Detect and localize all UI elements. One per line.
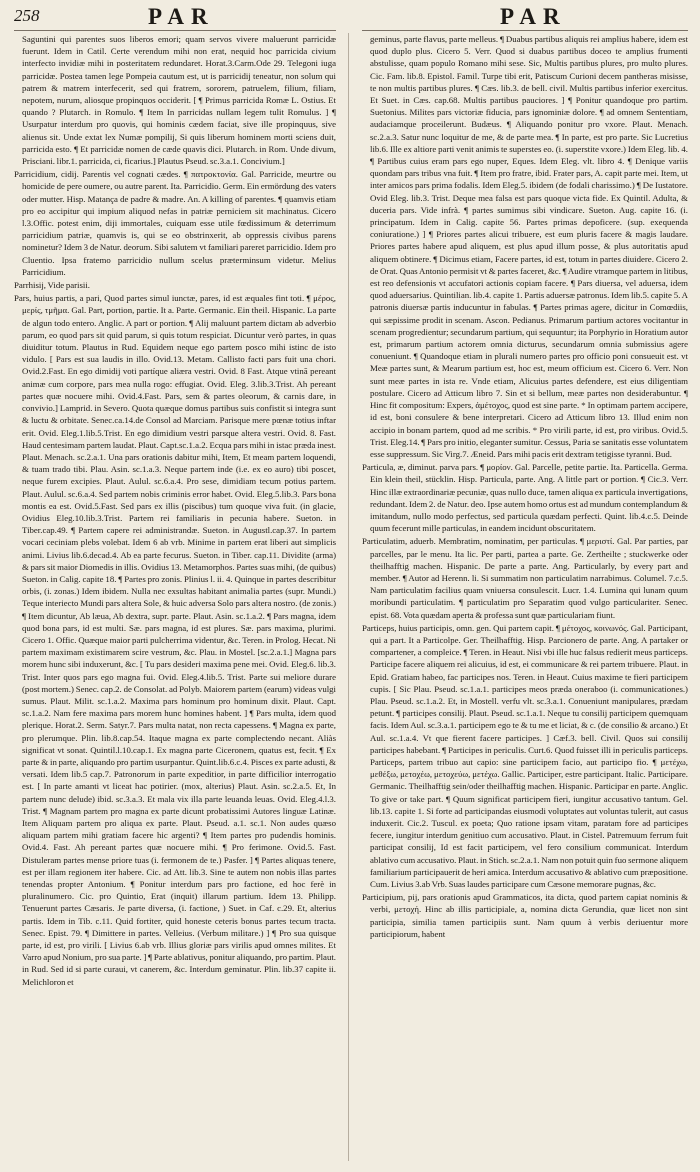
header-rule-left: [14, 30, 336, 31]
entry-particulatim: Particulatim, aduerb. Membratim, nominatim, per particulas. ¶ μεριστί. Gal. Par parties, par parcelles, par le menu. Ita lic. Per parti, partea a parte. Ge. Zertheilte ; stuckwerke oder theilhafftig machen. Hispanic. De parte a parte. Ang. Particularly, by every part and member. ¶ Autor ad Herenn. li. Si summatim non particulatim narrabimus. Columel. 7.c.5. Nam particulatim facilius quam vniuersa consulescit. Lucr. 1.4. Lumina qui lunam quum moribundi particulatim. ¶ particulatim pro Separatim quod vulgo particulariter. Senec. epist. 68. Vota quædam aperta & professa sunt quæ particulariam fiunt.: [362, 536, 688, 620]
entry-pars: Pars, huius partis, a pari, Quod partes simul iunctæ, pares, id est æquales fint toti. ¶ μέρος, μερίς, τμῆμα. Gal. Part, portion, partie. It a. Parte. Germanic. Ein theil. Hispanic. La parte de algun todo entero. Anglic. A part or portion. ¶ Alij maluunt partem dictam ab adverbio parum, eo quod pars sit quid parum, si quis totum respiciat. Dicuntur verò partes, in quas diuiditur totum. Plautus in Rud. Equidem neque ego partem posco mihi istinc de isto vidulo. [ Pars est sua laudis in illo. Ovid.13. Metam. Callisto facti pars fuit una chori. Ovid.2.Fast. En ego dimidij voti partíque aliæra vestri. Ovid. 8 Fast. Atque vtinā pereant animæ cum corpore, pars mea nulla rogo: effugiat. Ovid. Eleg. 3.lib.3.Trist. Ah pereant partes quæ nocuere mihi. Ovid.4.Fast. Pars, sem & partes oleorum, & carnis dare, in convivio.] Lamprid. in Severo. Quota quæque domus partibus suis confistit si integra sunt & luctu & orbitate. Senec.ca.14.de Consol ad Marciam. Parisque mere pœnæ totius inftar erit. Ovid. Eleg.1.lib.5.Trist. En ego dimidium vestri parsque altera vestri. Ovid. 8. Fast. Haud centesimam partem laudat. Plaut. Capt.sc.1.a.2. Ecqua pars mihi in istac præda inest. Plaut. Menach. sc.2.a.1. Una pars orationis dabitur mihi, Item, Et meam partem loquendi, & tuam trado tibi. Plau. Asin. sc.1.a.3. Neque partem inde (i.e. ex eo auro) tibi poscet, neque furem excipies. Plaut. Aulul. sc.6.a.4. Pro sese, dimidiam tecum potius partem. Plaut. Aulul. sc.6.a.4. Sed partem nobis criminis error habet. Ovid. Eleg.5.lib.3. Pars bona montis ea est. Ovid.5.Fast. Sed pars ex illis (piscibus) tum quoque viva fuit. (in glacie, Ovidius Eleg.10.lib.3.Trist. Partem rei familiaris in pecunia habere. Sueton. in Tiber.cap.49. ¶ Partem capere rei administrandæ. Sueton. in Augustl.cap.37. In partem vocari ceciniam plebs volebat. Idem 6 ab vrb. Minime in partem erat liberi aut simplicis animi. Livius lib.6.decad.4. Ab ea parte fecurus. Sueton. in Tiber. cap.11. Dividite (arma) & pars sit maior Diomedis in illis. Ovidius 13. Metamorphos. Partes suas mihi, (de quibus) Sueton. in Calig. capite 18. ¶ Partes pro zonis. Plinius l. ii. 4. Quinque in partes describitur orbis, (i. zonas.) Idem ibidem. Nulla nec exsultas habitant animalia partes (supr. Mundi.) Teque interiecto Mundi pars altera Sole, & huic adversa Solo pars altera nostro. (de zonis.) ¶ Item dicuntur, Ab læua, Ab dextra, supr. parte. Plaut. Asin. sc.1.a.2. ¶ Pars magna, idem quod bona pars, id est multi. Sæ. pars magna, id est plures. Sæ. pars maxima, plurimi. Cicero 1. Offic. Quæque maior parti pulcherrima videntur, &c. Teren. in Prolog. Hecat. Ni partem maximam existimarem scire vestrum, &c. Plau. in Mostel. [sc.2.a.1.] Magna pars morem hunc sibi induxerunt, &c. [ Tu pars desideri maxima pene mei. Ovid. Eleg.6. lib.3. Trist. Inter quos pars ego magna fui. Ovid. Eleg.4.lib.5. Trist. Parte sui meliore durare (post mortem.) Senec. cap.2. de Consolat. ad Polyb. Maiorem partem (earum) videas vulgi sumus. Plaut. Milit. sc.1.a.2. Maxima pars hominum pro hominum dixit. Plaut. Capt. sc.1.a.2. Nam fere maxima pars morem hunc homines habent. ] ¶ Pars multa, idem quod plerique. Horat.2. Serm. Satyr.7. Pars multa natat, non recta capessens. ¶ Magna ex parte, pro plerumque. Plin. lib.8.cap.54. Itaque magna ex parte complectendo necant. Aliàs significat vt sonat. Quintil.l.10.cap.1. Ex magna parte Ciceronem, quatus est, fecit. ¶ Ex parte & in parte, aliquando pro partim usurpantur. Quint.lib.6.c.4. Pisces ex parte adusti, & versati. Idem lib.5 cap.7. Patronorum in parte expeditior, in parte difficilior interrogatio est. [ In parte amanti vt liceat hac potirier. (mox, alterius) Plaut. Asin. sc.2.a.5. Et, In partem nunc delude) ibid. sc.3.a.3. Et mala vix illa parte leuanda leuas. Ovid. Eleg.4.l.3. Trist. ¶ Magnam partem pro magna ex parte dicunt probatissimi Autores linguæ Latinæ. Item Aliquam partem pro aliqua ex parte. Plaut. Pseud. a.1. sc.1. Non audes quæso aliquam partem mihi gratiam facere hic argenti? ¶ Item partes pro pudendis hominis. Ovid.4. Fast. Ah pereant partes quæ nocuere mihi. ¶ Pro ferimone. Ovid.5. Fast. Distuleram partes mense priore tuas (i. fermonem de te.) Pasfer. ] ¶ Partes aliquas tenere, est per illam regionem iter habere. Cic. ad Att. lib.3. Sine te autem non nobis illas partes tenendas propter Antonium. ¶ Ponitur interdum pars pro factione, ed hoc ferè in pluralinumero. Cic. pro Quintio, Erat (inquit) illarum partium. Idem 13. Philipp. Tenuerunt partes Cæsaris. Je parte diversa, (i. factione, ) Suet. in Caf. c.29. Et, alterius partis. Idem in Tib. c.11. Quid fortiter, quid honeste ceteris bonus partes tecum tracta. Senec. Epist. 79. ¶ Dimittere in partes. Velleius. (Verbum militare.) ] ¶ Pro sua quisque parte, id est, pro virili. [ Livius 6.ab vrb. Illius gloriæ pars virilis apud omnes milites. Et Varro apud Nonium, pro sua parte. ] ¶ Parte ablativus, ponitur aliquando, pro partim. Plaut. in Rud. Sed id si parte curaui, vt canerem, &c. Interdum geminatur. Plin. lib.37 capite ii. Melichloron et: [14, 293, 336, 987]
entry-participium: Participium, pij, pars orationis apud Grammaticos, ita dicta, quod partem capiat nominis & verbi, μετοχή. Hinc ab illis participiale, a, nomina dicta Gerundia, quæ licet non sint participia, similia tamen participiis sunt. Nam quum à verbis deriuentur more participiorum, habent: [362, 892, 688, 939]
page-number: 258: [14, 6, 40, 25]
entry-particula: Particula, æ, diminut. parva pars. ¶ μορίον. Gal. Parcelle, petite partie. Ita. Particella. Germa. Ein klein theil, stücklin. Hisp. Particula, parte. Ang. A little part or portion. ¶ Cic.3. Verr. Hinc illæ extraordinariæ pecuniæ, quas nullo duce, tamen aliqua ex particula invertigations, redundant. Idem 2. de Natur. deo. Ipse autem homo ortus est ad mundum contemplandum & imitandum, nullo modo perfectus, sed particula quædam perfecti. Quint. lib.4.c.5. Deinde quum fecerunt mille particulas, in eandem incidunt obscuritatem.: [362, 462, 688, 534]
entry-parricidium: Parricidium, cidij. Parentis vel cognati cædes. ¶ πατροκτονία. Gal. Parricide, meurtre ou homicide de pere oumere, ou autre parent. Ita. Parricidio. Germ. Ein ermördung des vaters oder mutter. Hisp. Matança de padre & madre. An. A killing of parentes. ¶ quamvis etiam pro eo accipitur qui impium aliquod nefas in patriæ perniciem sit machinatus. Cicero l.3.Offic. potest enim, diji immortales, cuiquam esse utile fœdissimum & deterrimum parricidium patriæ, quamvis is, qui se eo obstrinxerit, ab oppressis civibus parens nominetur? Idem 3 de Natur. deorum. Sibi salutem vt familiari pareret parricidio. Idem pro Cluentio. Ipsa fratemo parricidio nullum scelus præterminsum videtur. Melius Parricidium.: [14, 169, 336, 277]
running-head-right: PAR: [500, 4, 567, 29]
entry-parricida-continued: Saguntini qui parentes suos liberos emori; quam servos vivere maluerunt parricidæ fuerunt. Idem in Catil. Certe verendum mihi non erat, nequid hoc parricida civium interfecto invidiæ mihi in posteritatem redundaret. Horat.3.Carm.Ode 29. Telegoni iuga parricidæ. Postea tamen lege Pompeia cautum est, ut is parricidij teneatur, non solum qui patrem & matrem interfecerit, sed qui fratrem, sororem, patruelem, filium, filiam, nepotem, nurum, aliosque propinquos occiderit. [ ¶ Primus parricida Romæ L. Ostius. Et quando ? Plutarch. in Romulo. ¶ Item In parricidas nullam legem tulit Romulus. ] ¶ Usurpatur interdum pro quovis, qui hominis cædem faciat, sive ille propinquus, sive alienus sit. Unde extat lex Numæ pompilij, Si quis liberum hominem morti sciens duit, parricida esto. ¶ Et parricidæ nomen de cæde quavis dici. Plutarch. in Rom. Unde divum, Prisciani. libr.1. parricida, ci, ficarius.] Plautus Pseud. sc.3.a.1. Concivium.]: [22, 34, 336, 167]
header-rule-right: [362, 30, 688, 31]
left-column: [14, 33, 336, 1163]
running-head-left: PAR: [148, 4, 215, 29]
entry-pars-continued: geminus, parte flavus, parte melleus. ¶ Duabus partibus aliquis rei amplius habere, idem est quod duplo plus. Cicero 5. Verr. Quod si duabus partibus doceo te amplius frumenti abstulisse, quam populo Romano mihi sese. Sic, Multis partibus plures, pro multo plures. Cic. Fam. lib.8. Epistol. Famil. Turpe tibi erit, Patiscum Curioni decem pantheras misisse, te non multis partibus plures. ¶ Cæs. lib.3. de bell. civil. Multis partibus inferior exercitus. Et Suet. in Cæs. cap.68. Multis partibus pauciores. ] ¶ Ponitur quandoque pro partim. Suetonius. Milites pars victoriæ fiducia, pars ignominiæ dolore. ¶ ad omnem Sententiam, audaciamque proceilerunt. Budæus. ¶ Aliquando ponitur pro vxore. Plaut. Menach. sc.2.a.3. Satur nunc loquitur de me, & de parte mea. ¶ In parte, est pro parte. Sic Lucretius lib.6. Ille ex altiore parti venit animis te superstes eo. (i. superstite vxore.) Idem Eleg. lib. 4. ¶ Partibus cuius eram pars ego nuper, Eques. Idem Eleg. vlt. libro 4. ¶ Denique variis quondam pars tribus vna fuit. ¶ Item pro fratre, ibid. Frater pars, A. capit parte mei. Item, ut inter amicos pars prima fodalis. Idem Eleg.5. ibidem (de fodali charissimo.) ¶ De Iustatore. Ovid Eleg. lib.3. Trist. Deque mea falsa est pars quoque victa fide. Ex Quintil. Adulta, & duceria pars. Vide infrà. ¶ partes sumimus sibi vindicare. Sueton. Aug. capite 16. (i. principatum. Idem in Calig. capite 56. Partes primas depoficere. (sup. exequenda coniuratione.) ] ¶ Priores partes alicui tribuere, est eum pluris facere & magis laudare. Priores partes habere apud aliquem, est plus apud illum posse, & plus autoritatis apud aliquem obtinere. ¶ Dicimus etiam, Facere partes, id est, totum in partes diuidere. Cicero 2. de Orat. Quas Antonio permisit vt & partes faceret, &c. ¶ Audire vtramque partem in litibus, est reo defensionis vt accufatori actionis copiam facere. ¶ Pars diuersa, vel aduersa, idem quod aduersarius. Quintilian. lib.4. capite 1. Partis aduersæ patronus. Idem lib.5. capite 5. A patronis diuersæ partis inducuntur in fabulas. ¶ Partes primas agere, dicitur in Comœdiis, qui sæpissime prodit in scenam. Ascon. Pedianus. Primarum partium actores vocitantur in scenam progredientur; secundarum partium, qui sequuntur; ita Porphyrio in Horatium autor est, primarum partium actorem omnia dicturus, secundarum omnia submissius agere conueniunt. ¶ Quandoque etiam in plurali numero partes pro officio poni consueuit est. vt Meæ partes sunt, & Mearum partium est, hoc est, meum officium est. Cicero 6. Verr. Non sunt meæ partes in ista re. Vnde etiam, Alicuius partes defendere, est eius diligentiam postulare. Cicero ad Atticum libro 7. Sin et si bellum, meæ partes non desiderabuntur. ¶ Hinc fit compositum: Expers, ἀμέτοχος, quod est sine parte. * In optimam partem accipere, id est, boni consulere & bene interpretari. Cicero ad Atticum libro 13. Illud enim non accipio in bonam partem, quod ad me scribis. * Pro virili parte, id est, pro viribus. Ovid.5. Trist. Eleg.14. ¶ Pars pro initio, eleganter sumitur. Cessus, Paria se sanitatis esse voluntatem esse suppressum. Sic Virg.7. Æneid. Pars mihi pacis erit dextram tetigisse tyranni. Bud.: [370, 34, 688, 459]
entry-particeps: Particeps, huius participis, omn. gen. Qui partem capit. ¶ μέτοχος, κοινωνός. Gal. Participant, qui a part. It a Particolpe. Ger. Theilhafftig. Hisp. Parcionero de parte. Ang. A partaker or compartener, a compleice. ¶ Teren. in Heaut. Nisi vbi ille huc falsus redierit meus particeps. Participe facere aliquem rei alicuius, id est, ei communicare & rei partem tribuere. Plaut. in Epid. Gratiam habeo, fac participes nos. Teren. in Heaut. Cuius maxime te fieri participem cupis. [ Sic Plau. Pseud. sc.1.a.1. participes meos præda oneraboo (i. communicationes.) Plau. Pseud. sc.1.a.2. Et, in Mostell. verfu vlt. sc.3.a.1. Conueniunt manipulares, prædam petunt. ¶ participes consilij. Plaut. Pseud. sc.1.a.1. Neque tu consilij participem quemquam facis. Idem Aul. sc.3.a.1. participem ego te & tu me et liciat, & c. (de consilio & arcano.) Et Aul. sc.1.a.4. Vt que fierent facere participes. ] Cæf.3. bell. Civil. Quos sui consilij participes habebant. ¶ Participes in periculis. Curt.6. Quod fuisset illi in periculis particeps. Particeps, partem tribuo aut capio: sine participem facio, aut participo fio. ¶ μετέχω, μεθέξω, μετοχέω, μετοχεύω, μετέχω. Gallic. Participer, estre participant. Italic. Participare. Germanic. Theilhafftig sein/oder theilhafftig machen. Hispanic. Participar en parte. Anglic. To give or take part. ¶ Quum significat participem fieri, iungitur accusativo tantum. Gel. lib.13. capite 1. Si forte ad participandas eiusmodi voluptates aut voluntas tulerit, aut casus induxerit. Cic.2. Tuscul. ex poeta; Quo ratione ipsam vitam, paratam fore ad participes fecere, iungitur interdum genitiuo cum accusativo. Plaut. in Cistel. Patremuum ferrum fuit participat consilij, Id est facit participem, vel fero consilium communicat. Interdum ablativo cum accusativo. Plaut. in Stich. sc.2.a.1. Nam non potuit quin fuo sermone aliquem familiarium participauerit de heri amica. Interdum accusativo & ablativo cum præpositione. Cum. Livius 3.ab Vrb. Suas laudes participare cum Cæsone memorare pugnas, &c.: [362, 622, 688, 890]
entry-parrhisij: Parrhisij, Vide parisii.: [14, 280, 91, 291]
right-column: [362, 33, 688, 1163]
column-divider: [348, 33, 349, 1161]
